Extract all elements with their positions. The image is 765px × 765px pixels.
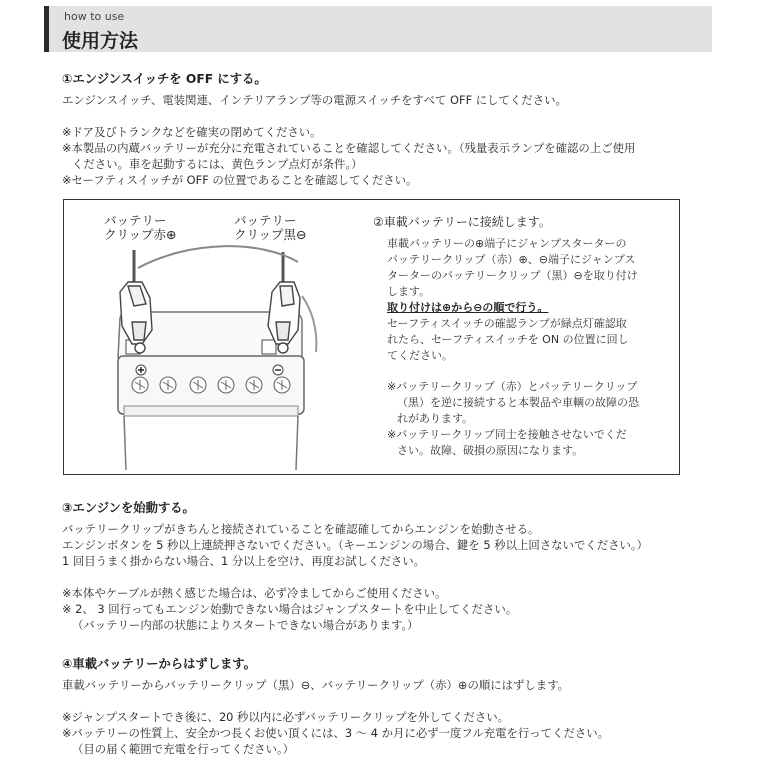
step2-body2: セーフティスイッチの確認ランプが緑点灯確認取: [387, 317, 627, 330]
step3-note: ※ 2、 3 回行ってもエンジン始動できない場合はジャンプスタートを中止してください。: [62, 602, 518, 616]
step2-note: （黒）を逆に接続すると本製品や車輌の故障の恐: [397, 396, 639, 409]
step1-heading: ①エンジンスイッチを OFF にする。: [62, 72, 267, 86]
step2-body: バッテリークリップ（赤）⊕、⊖端子にジャンプス: [387, 253, 636, 266]
step3-body: 1 回目うまく掛からない場合、1 分以上を空け、再度お試しください。: [62, 554, 426, 568]
step1-body: エンジンスイッチ、電装関連、インテリアランプ等の電源スイッチをすべて OFF にしてください。: [62, 93, 567, 107]
step2-body: します。: [387, 285, 431, 298]
step1-note: ※セーフティスイッチが OFF の位置であることを確認してください。: [62, 173, 418, 187]
step2-note: さい。故障、破損の原因になります。: [397, 444, 584, 457]
black-clip-label-line: バッテリー: [234, 213, 297, 228]
battery-body: [124, 416, 298, 470]
red-clip-label-line: バッテリー: [104, 213, 167, 228]
black-clip-label: [234, 214, 306, 242]
header-subtitle: how to use: [64, 10, 125, 23]
red-clip-label: [104, 214, 176, 242]
step2-body2: てください。: [387, 349, 453, 362]
step4-note: （目の届く範囲で充電を行ってください。）: [72, 742, 295, 756]
step3-body: バッテリークリップがきちんと接続されていることを確認確してからエンジンを始動させる。: [62, 522, 540, 536]
step4-note: ※バッテリーの性質上、安全かつ長くお使い頂くには、3 ～ 4 か月に必ず一度フル充電を行ってください。: [62, 726, 610, 740]
step3-note: （バッテリー内部の状態によりスタートできない場合があります。）: [72, 618, 419, 632]
step2-body: 車載バッテリーの⊕端子にジャンプスターターの: [387, 237, 627, 250]
step2-note: ※バッテリークリップ（赤）とバッテリークリップ: [387, 380, 638, 393]
page-title: 使用方法: [62, 30, 139, 52]
step4-note: ※ジャンプスタートでき後に、20 秒以内に必ずバッテリークリップを外してください。: [62, 710, 510, 724]
step2-note: ※バッテリークリップ同士を接触させないでくだ: [387, 428, 627, 441]
step2-body2: れたら、セーフティスイッチを ON の位置に回し: [387, 333, 629, 346]
step4-body: 車載バッテリーからバッテリークリップ（黒）⊖、バッテリークリップ（赤）⊕の順にはずします。: [62, 678, 570, 692]
step4-heading: ④車載バッテリーからはずします。: [62, 657, 256, 671]
step1-note: ※ドア及びトランクなどを確実の閉めてください。: [62, 125, 322, 139]
step2-body: ターターのバッテリークリップ（黒）⊖を取り付け: [387, 269, 638, 282]
step1-note: ※本製品の内蔵バッテリーが充分に充電されていることを確認してください。（残量表示ランプを確認の上ご使用: [62, 141, 636, 155]
step3-heading: ③エンジンを始動する。: [62, 501, 195, 515]
red-clip-label-line: クリップ赤⊕: [104, 227, 177, 242]
step2-note: れがあります。: [397, 412, 474, 425]
step3-note: ※本体やケーブルが熱く感じた場合は、必ず冷ましてからご使用ください。: [62, 586, 447, 600]
black-clip-label-line: クリップ黒⊖: [234, 227, 307, 242]
step2-heading: ②車載バッテリーに接続します。: [373, 215, 551, 229]
step2-emphasis: 取り付けは⊕から⊖の順で行う。: [387, 301, 549, 314]
step3-body: エンジンボタンを 5 秒以上連続押さないでください。（キーエンジンの場合、鍵を 5 秒以上回さないでください。）: [62, 538, 648, 552]
step1-note: ください。車を起動するには、黄色ランプ点灯が条件。）: [72, 157, 363, 171]
